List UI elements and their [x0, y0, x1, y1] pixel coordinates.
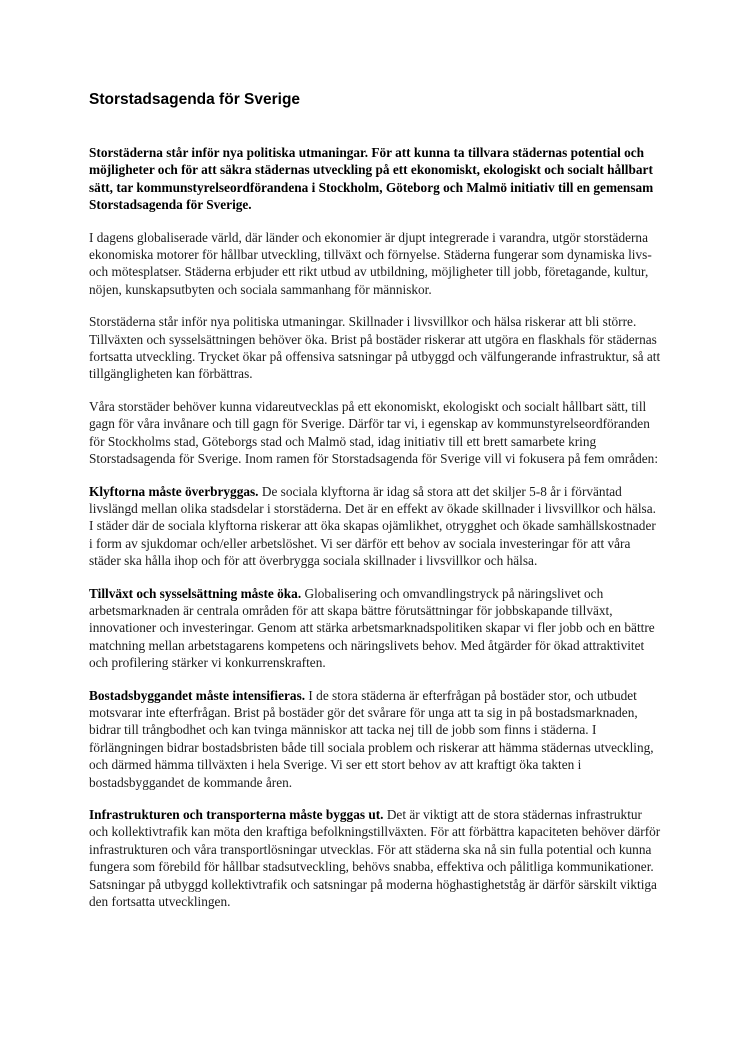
- focus-area-heading: Infrastrukturen och transporterna måste byggas ut.: [89, 807, 384, 822]
- focus-area-text: De sociala klyftorna är idag så stora att det skiljer 5-8 år i förväntad livslängd mellan olika stadsdelar i storstäderna. Det är en effekt av ökade skillnader i livsvillkor och hälsa. I städer där de sociala klyftorna riskerar att öka skapas ojämlikhet, otrygghet och ökade samhällskostnader i form av sjukdomar och/eller arbetslöshet. Vi ser därför ett behov av sociala investeringar för att våra städer ska hålla ihop och för att överbrygga sociala skillnader i livsvillkor och hälsa.: [89, 483, 656, 569]
- body-paragraph: Storstäderna står inför nya politiska utmaningar. Skillnader i livsvillkor och hälsa riskerar att bli större. Tillväxten och sysselsättningen behöver öka. Brist på bostäder riskerar att utgöra en flaskhals för städernas fortsatta utveckling. Trycket ökar på offensiva satsningar på utbyggd och välfungerande infrastruktur, så att tillgängligheten kan förbättras.: [89, 314, 661, 382]
- focus-area-heading: Klyftorna måste överbryggas.: [89, 483, 259, 499]
- focus-area-heading: Tillväxt och sysselsättning måste öka.: [89, 585, 302, 601]
- body-paragraph: Våra storstäder behöver kunna vidareutvecklas på ett ekonomiskt, ekologiskt och socialt hållbart sätt, till gagn för våra invånare och till gagn för Sverige. Därför tar vi, i egenskap av kommunstyrelseordföranden för Stockholms stad, Göteborgs stad och Malmö stad, idag initiativ till ett brett samarbete kring Storstadsagenda för Sverige. Inom ramen för Storstadsagenda för Sverige vill vi fokusera på fem områden:: [89, 398, 659, 467]
- focus-area-heading: Bostadsbyggandet måste intensifieras.: [89, 687, 306, 703]
- body-paragraph: I dagens globaliserade värld, där länder och ekonomier är djupt integrerade i varandra, utgör storstäderna ekonomiska motorer för hållbar utveckling, tillväxt och förnyelse. Städerna fungerar som dynamiska livs- och mötesplatser. Städerna erbjuder ett rikt utbud av utbildning, möjligheter till jobb, företagande, kultur, nöjen, kunskapsutbyten och sociala sammanhang för människor.: [89, 229, 652, 297]
- focus-area-paragraph: [89, 483, 661, 570]
- focus-area-paragraph: [89, 806, 661, 910]
- focus-area-text: Det är viktigt att de stora städernas infrastruktur och kollektivtrafik kan möta den kraftiga befolkningstillväxten. För att förbättra kapaciteten behöver därför infrastrukturen och våra transportlösningar utvecklas. För att städerna ska nå sin fulla potential och kunna fungera som förebild för hållbar stadsutveckling, behövs snabba, effektiva och pålitliga kommunikationer. Satsningar på utbyggd kollektivtrafik och satsningar på moderna höghastighetståg är därför särskilt viktiga den fortsatta utvecklingen.: [89, 807, 661, 910]
- focus-area-text: I de stora städerna är efterfrågan på bostäder stor, och utbudet motsvarar inte efterfrågan. Brist på bostäder gör det svårare för unga att ta sig in på bostadsmarknaden, bidrar till trångbodhet och kan tvinga människor att tacka nej till de jobb som finns i städerna. I förlängningen bidrar bostadsbristen både till sociala problem och riskerar att hämma städernas utveckling, och därmed hämma tillväxten i hela Sverige. Vi ser ett stort behov av att kraftigt öka takten i bostadsbyggandet de kommande åren.: [89, 687, 654, 790]
- lead-paragraph: Storstäderna står inför nya politiska utmaningar. För att kunna ta tillvara städernas potential och möjligheter och för att säkra städernas utveckling på ett ekonomiskt, ekologiskt och socialt hållbart sätt, tar kommunstyrelseordförandena i Stockholm, Göteborg och Malmö initiativ till en gemensam Storstadsagenda för Sverige.: [89, 145, 654, 213]
- focus-area-text: Globalisering och omvandlingstryck på näringslivet och arbetsmarknaden är centrala områden för att skapa bättre förutsättningar för jobbskapande tillväxt, innovationer och investeringar. Genom att stärka arbetsmarknadspolitiken skapar vi fler jobb och en bättre matchning mellan arbetstagarens kompetens och näringslivets behov. Med åtgärder för ökad attraktivitet och profilering stärker vi konkurrenskraften.: [89, 585, 655, 671]
- focus-area-paragraph: [89, 687, 661, 791]
- focus-area-paragraph: [89, 585, 661, 672]
- document-page: [89, 90, 661, 910]
- document-title: Storstadsagenda för Sverige: [89, 91, 301, 108]
